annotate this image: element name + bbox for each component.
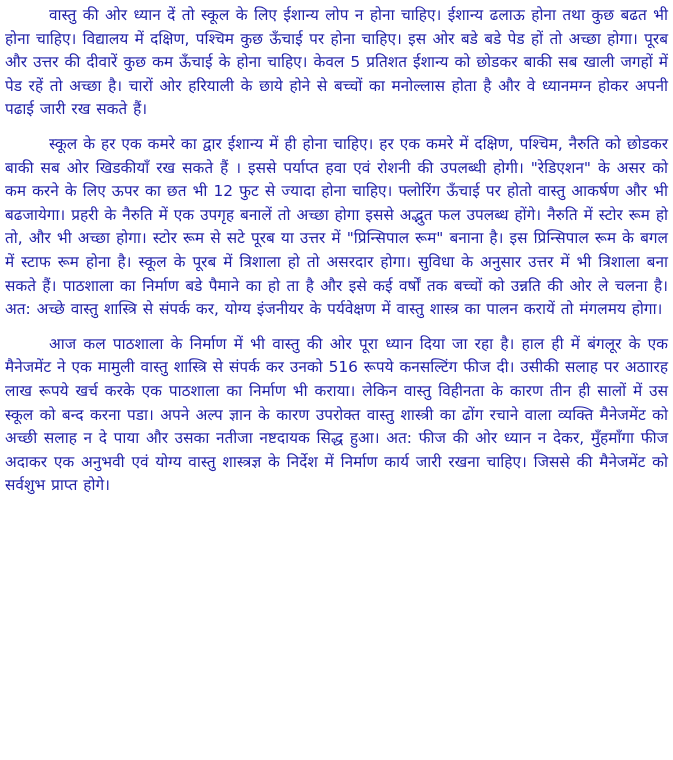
paragraph-bangalore-example: आज कल पाठशाला के निर्माण में भी वास्तु की ओर पूरा ध्यान दिया जा रहा है। हाल ही में बंगलूर के एक मैनेजमेंट ने एक मामुली वास्तु शास्त्रि से संपर्क कर उनको 516 रूपये कनसल्टिंग फीज दी। उसीकी सलाह पर अठाारह लाख रूपये खर्च करके एक पाठशाला का निर्माण भी कराया। लेकिन वास्तु विहीनता के कारण तीन ही सालों में उस स्कूल को बन्द करना पडा। अपने अल्प ज्ञान के कारण उपरोक्त वास्तु शास्त्री का ढोंग रचाने वाला व्यक्ति मैनेजमेंट को अच्छी सलाह न दे पाया और उसका नतीजा नष्टदायक सिद्ध हुआ। अत: फीज की ओर ध्यान न देकर, मुँहमाँगा फीज अदाकर एक अनुभवी एवं योग्य वास्तु शास्त्रज्ञ के निर्देश में निर्माण कार्य जारी रखना चाहिए। जिससे की मैनेजमेंट को सर्वशुभ प्राप्त होगे। (5, 334, 668, 495)
paragraph-classroom-layout: स्कूल के हर एक कमरे का द्वार ईशान्य में ही होना चाहिए। हर एक कमरे में दक्षिण, पश्चिम, नैरुति को छोडकर बाकी सब ओर खिडकीयाँ रख सकते हैं । इससे पर्याप्त हवा एवं रोशनी की उपलब्धी होगी। "रेडिएशन" के असर को कम करने के लिए ऊपर का छत भी 12 फुट से ज्यादा होना चाहिए। फ्लोरिंग ऊँचाई पर होतो वास्तु आकर्षण और भी बढजायेगा। प्रहरी के नैरुति में एक उपगृह बनालें तो अच्छा होगा इससे अद्भुत फल उपलब्ध होंगे। नैरुति में स्टोर रूम हो तो, और भी अच्छा होगा। स्टोर रूम से सटे पूरब या उत्तर में "प्रिन्सिपाल रूम" बनाना है। इस प्रिन्सिपाल रूम के बगल में स्टाफ रूम होना है। स्कूल के पूरब में त्रिशाला हो तो असरदार होगा। सुविधा के अनुसार उत्तर में भी त्रिशाला बना सकते हैं। पाठशाला का निर्माण बडे पैमाने का हो ता है और इसे कई वर्षों तक बच्चों को उन्नति की ओर ले चलना है। अत: अच्छे वास्तु शास्त्रि से संपर्क कर, योग्य इंजनीयर के पर्यवेक्षण में वास्तु शास्त्र का पालन करायें तो मंगलमय होगा। (5, 134, 668, 319)
paragraph-vastu-school-orientation: वास्तु की ओर ध्यान दें तो स्कूल के लिए ईशान्य लोप न होना चाहिए। ईशान्य ढलाऊ होना तथा कुछ बढत भी होना चाहिए। विद्यालय में दक्षिण, पश्चिम कुछ ऊँचाई पर होना चाहिए। इस ओर बडे बडे पेड हों तो अच्छा होगा। पूरब और उत्तर की दीवारें कुछ कम ऊँचाई के होना चाहिए। केवल 5 प्रतिशत ईशान्य को छोडकर बाकी सब खाली जगहों में पेड रहें तो अच्छा है। चारों ओर हरियाली के छाये होने से बच्चों का मनोल्लास होता है और वे ध्यानमग्न होकर अपनी पढाई जारी रख सकते हैं। (5, 6, 668, 119)
